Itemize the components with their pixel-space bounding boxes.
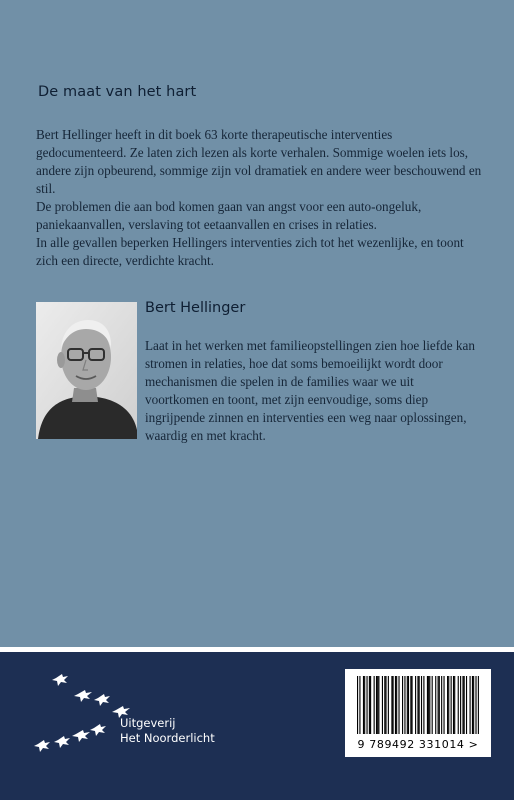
barcode-bar	[415, 676, 416, 734]
barcode-bar	[427, 676, 428, 734]
barcode-bar	[419, 676, 420, 734]
barcode-bar	[376, 676, 377, 734]
author-photo	[36, 302, 137, 439]
barcode-bar	[404, 676, 405, 734]
barcode-bar	[421, 676, 422, 734]
barcode-bar	[451, 676, 452, 734]
barcode-bar	[423, 676, 424, 734]
barcode-bar	[396, 676, 397, 734]
barcode-bar	[410, 676, 411, 734]
publisher-name	[120, 716, 215, 746]
barcode-bar	[464, 676, 465, 734]
barcode-bar	[408, 676, 409, 734]
barcode-bar	[378, 676, 379, 734]
barcode-bar	[439, 676, 440, 734]
barcode-bar	[407, 676, 408, 734]
barcode-bar	[402, 676, 403, 734]
barcode-bar	[466, 676, 467, 734]
barcode-bar	[393, 676, 394, 734]
barcode-bar	[374, 676, 375, 734]
author-portrait-icon	[36, 302, 137, 439]
barcode-bar	[382, 676, 383, 734]
publisher-line-2: Het Noorderlicht	[120, 731, 215, 745]
barcode-bar	[357, 676, 358, 734]
book-title: De maat van het hart	[38, 84, 197, 100]
barcode-bar	[441, 676, 442, 734]
barcode-bar	[472, 676, 473, 734]
barcode-bar	[473, 676, 474, 734]
isbn-barcode	[345, 669, 491, 757]
barcode-bar	[429, 676, 430, 734]
barcode-bar	[369, 676, 370, 734]
barcode-bar	[363, 676, 364, 734]
barcode-bar	[435, 676, 436, 734]
barcode-bar	[385, 676, 386, 734]
barcode-bar	[432, 676, 433, 734]
author-name: Bert Hellinger	[145, 300, 246, 316]
barcode-bar	[462, 676, 463, 734]
author-bio: Laat in het werken met familieopstellingen zien hoe liefde kan stromen in relaties, hoe dat soms bemoeilijkt wordt door mechanismen die spelen in de families waar we uit voortkomen en toont, met zijn eenvoudige, soms diep ingrijpende zinnen en interventies een weg naar oplossingen, waardig en met kracht.	[145, 338, 475, 443]
barcode-bar	[366, 676, 367, 734]
blurb-paragraph: In alle gevallen beperken Hellingers interventies zich tot het wezenlijke, en toont zich een directe, verdichte kracht.	[36, 235, 464, 268]
barcode-bars	[357, 676, 479, 736]
barcode-bar	[460, 676, 461, 734]
barcode-bar	[478, 676, 479, 734]
barcode-bar	[447, 676, 448, 734]
barcode-bar	[370, 676, 371, 734]
barcode-bar	[377, 676, 378, 734]
barcode-bar	[448, 676, 449, 734]
barcode-bar	[454, 676, 455, 734]
blurb-paragraph: Bert Hellinger heeft in dit boek 63 korte therapeutische interventies gedocumenteerd. Ze laten zich lezen als korte verhalen. Sommige woelen iets los, andere zijn opbeurend, sommige zijn vol dramatiek en andere weer beschouwend en stil.	[36, 127, 482, 196]
barcode-bar	[438, 676, 439, 734]
barcode-bar	[475, 676, 476, 734]
barcode-bar	[411, 676, 412, 734]
barcode-bar	[398, 676, 399, 734]
flying-birds-icon	[34, 670, 144, 760]
barcode-bar	[359, 676, 360, 734]
barcode-bar	[388, 676, 389, 734]
barcode-bar	[364, 676, 365, 734]
barcode-bar	[470, 676, 471, 734]
publisher-line-1: Uitgeverij	[120, 716, 176, 730]
barcode-bar	[384, 676, 385, 734]
barcode-bar	[395, 676, 396, 734]
barcode-bar	[428, 676, 429, 734]
barcode-bar	[453, 676, 454, 734]
isbn-number: 9 789492 331014 >	[357, 738, 479, 751]
barcode-bar	[391, 676, 392, 734]
barcode-bar	[417, 676, 418, 734]
blurb-paragraph: De problemen die aan bod komen gaan van angst voor een auto-ongeluk, paniekaanvallen, verslaving tot eetaanvallen en crises in relaties.	[36, 199, 422, 232]
barcode-bar	[443, 676, 444, 734]
book-blurb	[36, 126, 486, 270]
barcode-bar	[458, 676, 459, 734]
